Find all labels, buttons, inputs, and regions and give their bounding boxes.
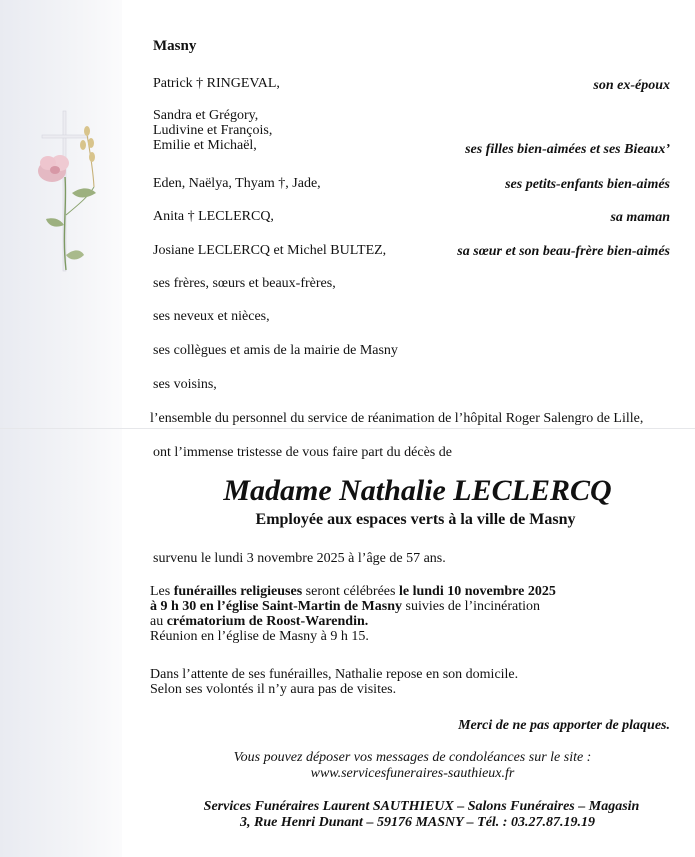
rest-line-1: Dans l’attente de ses funérailles, Nathalie repose en son domicile. xyxy=(150,667,519,682)
family-entry-hospital-staff xyxy=(150,411,643,426)
funeral-line-1: Les funérailles religieuses seront célébrées le lundi 10 novembre 2025 xyxy=(150,584,556,599)
rest-details xyxy=(150,667,518,697)
family-name: Anita † LECLERCQ, xyxy=(153,209,274,224)
footer-line-2: 3, Rue Henri Dunant – 59176 MASNY – Tél. : 03.27.87.19.19 xyxy=(240,815,595,830)
family-name: ses frères, sœurs et beaux-frères, xyxy=(153,276,336,291)
condolences-website-link[interactable]: www.servicesfuneraires-sauthieux.fr xyxy=(310,766,515,781)
family-entry-colleagues xyxy=(153,343,398,358)
death-date: survenu le lundi 3 novembre 2025 à l’âge de 57 ans. xyxy=(153,551,446,566)
family-entry-sister xyxy=(153,243,386,258)
family-name: ses neveux et nièces, xyxy=(153,309,270,324)
family-entry-nephews xyxy=(153,309,270,324)
funeral-line-3: au crématorium de Roost-Warendin. xyxy=(150,614,369,629)
family-entry-daughters xyxy=(153,108,272,153)
family-entry-mother xyxy=(153,209,274,224)
deceased-name: Madame Nathalie LECLERCQ xyxy=(223,474,612,507)
paper-fold-line xyxy=(0,428,695,429)
family-role: sa sœur et son beau-frère bien-aimés xyxy=(457,244,670,259)
town-heading: Masny xyxy=(153,38,197,54)
deceased-occupation: Employée aux espaces verts à la ville de Masny xyxy=(255,511,576,528)
funeral-details xyxy=(150,584,556,644)
family-role: son ex-époux xyxy=(593,78,670,93)
deceased-block xyxy=(0,474,695,530)
family-entry-siblings xyxy=(153,276,336,291)
family-name: Eden, Naëlya, Thyam †, Jade, xyxy=(153,176,321,191)
family-role: sa maman xyxy=(610,210,670,225)
family-role: ses filles bien-aimées et ses Bieaux’ xyxy=(465,142,670,157)
condolences-block xyxy=(0,750,695,782)
family-entry-neighbours xyxy=(153,377,217,392)
announcement-text: ont l’immense tristesse de vous faire part du décès de xyxy=(153,445,452,460)
family-name: Emilie et Michaël, xyxy=(153,138,257,153)
footer-line-1: Services Funéraires Laurent SAUTHIEUX – Salons Funéraires – Magasin xyxy=(203,799,640,814)
funeral-line-2: à 9 h 30 en l’église Saint-Martin de Masny suivies de l’incinération xyxy=(150,599,541,614)
family-name: Sandra et Grégory, xyxy=(153,108,259,123)
cross-and-rose-icon xyxy=(20,105,110,275)
family-name: Josiane LECLERCQ et Michel BULTEZ, xyxy=(153,243,387,258)
no-plaques-note: Merci de ne pas apporter de plaques. xyxy=(458,718,670,733)
funeral-services-footer xyxy=(0,799,695,831)
family-entry-ex-husband xyxy=(153,76,280,91)
family-role: ses petits-enfants bien-aimés xyxy=(505,177,670,192)
funeral-line-4: Réunion en l’église de Masny à 9 h 15. xyxy=(150,629,369,644)
family-name: ses collègues et amis de la mairie de Masny xyxy=(153,343,398,358)
condolences-line-1: Vous pouvez déposer vos messages de condoléances sur le site : xyxy=(233,750,592,765)
family-entry-grandchildren xyxy=(153,176,321,191)
rest-line-2: Selon ses volontés il n’y aura pas de visites. xyxy=(150,682,397,697)
family-name: Patrick † RINGEVAL, xyxy=(153,76,280,91)
family-name: l’ensemble du personnel du service de réanimation de l’hôpital Roger Salengro de Lille, xyxy=(150,411,644,426)
family-name: ses voisins, xyxy=(153,377,217,392)
family-name: Ludivine et François, xyxy=(153,123,273,138)
